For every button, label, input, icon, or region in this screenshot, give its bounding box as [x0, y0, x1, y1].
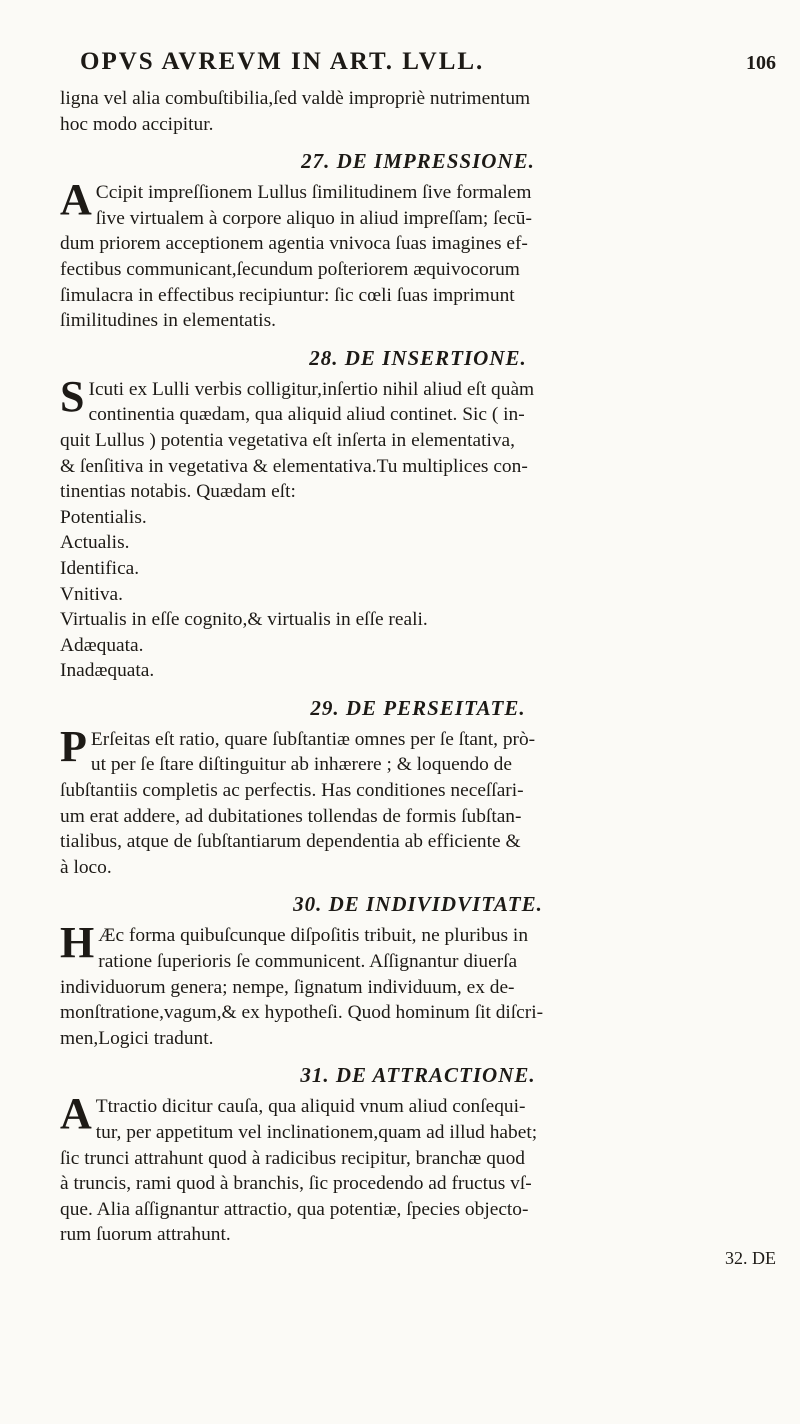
section-heading: 30. DE INDIVIDVITATE.: [293, 892, 543, 917]
text-line: men,Logici tradunt.: [60, 1027, 214, 1049]
running-head: [60, 48, 776, 76]
text-line: ratione ſuperioris ſe communicent. Aſſignantur diuerſa: [98, 951, 518, 973]
continentia-list: [60, 505, 776, 684]
text-line: continentia quædam, qua aliquid aliud continet. Sic ( in-: [88, 404, 525, 426]
catchword: 32. DE: [725, 1247, 776, 1268]
section-paragraph: [60, 175, 776, 334]
list-item: Actualis.: [60, 532, 130, 554]
section-heading: 28. DE INSERTIONE.: [309, 345, 527, 370]
text-line: à loco.: [60, 856, 112, 878]
section-heading: 27. DE IMPRESSIONE.: [301, 149, 535, 174]
text-line: tur, per appetitum vel inclinationem,quam ad illud habet;: [95, 1122, 538, 1143]
text-line: ſubſtantiis completis ac perfectis. Has conditiones neceſſari-: [60, 780, 524, 802]
section-paragraph: [60, 1089, 776, 1248]
text-line: um erat addere, ad dubitationes tollendas de formis ſubſtan-: [60, 805, 522, 827]
text-line: individuorum genera; nempe, ſignatum individuum, ex de-: [60, 976, 515, 998]
text-line: quit Lullus ) potentia vegetativa eſt inſerta in elementativa,: [60, 429, 515, 451]
list-item: Vnitiva.: [60, 583, 124, 605]
text-line: rum ſuorum attrahunt.: [60, 1224, 231, 1246]
initial-letter: A: [60, 175, 92, 225]
text-line: fectibus communicant,ſecundum poſteriorem æquivocorum: [60, 258, 520, 280]
list-item: Potentialis.: [60, 506, 147, 528]
initial-letter: S: [60, 371, 85, 421]
text-line: à truncis, rami quod à branchis, ſic procedendo ad fructus vſ-: [60, 1173, 532, 1195]
text-line: Erſeitas eſt ratio, quare ſubſtantiæ omnes per ſe ſtant, prò-: [90, 728, 536, 750]
text-line: dum priorem acceptionem agentia vnivoca ſuas imagines ef-: [60, 233, 528, 255]
page-number: 106: [746, 52, 776, 74]
text-line: ligna vel alia combuſtibilia,ſed valdè impropriè nutrimentum: [60, 88, 531, 109]
initial-letter: H: [60, 918, 95, 968]
list-item: Inadæquata.: [60, 660, 155, 682]
intro-paragraph: [60, 86, 776, 137]
text-line: hoc modo accipitur.: [60, 113, 214, 135]
list-item: Adæquata.: [60, 634, 144, 656]
initial-letter: A: [60, 1089, 92, 1139]
text-line: ſimilitudines in elementatis.: [60, 310, 276, 332]
text-line: ut per ſe ſtare diſtinguitur ab inhærere ; & loquendo de: [90, 754, 512, 776]
text-line: ſic trunci attrahunt quod à radicibus recipitur, branchæ quod: [60, 1147, 525, 1169]
page: [60, 48, 776, 1269]
text-line: monſtratione,vagum,& ex hypotheſi. Quod hominum ſit diſcri-: [60, 1002, 544, 1024]
section-heading: 29. DE PERSEITATE.: [310, 695, 526, 720]
section-paragraph: [60, 371, 776, 505]
list-item: Virtualis in eſſe cognito,& virtualis in eſſe reali.: [60, 609, 428, 631]
text-line: Æc forma quibuſcunque diſpoſitis tribuit, ne pluribus in: [98, 925, 529, 947]
text-line: & ſenſitiva in vegetativa & elementativa.Tu multiplices con-: [60, 455, 528, 477]
text-line: tinentias notabis. Quædam eſt:: [60, 481, 296, 503]
list-item: Identifica.: [60, 557, 140, 579]
running-title: OPVS AVREVM IN ART. LVLL.: [80, 48, 485, 75]
section-paragraph: [60, 721, 776, 881]
text-line: tialibus, atque de ſubſtantiarum dependentia ab efficiente &: [60, 831, 521, 853]
text-line: Icuti ex Lulli verbis colligitur,inſertio nihil aliud eſt quàm: [88, 378, 535, 400]
text-line: ſimulacra in effectibus recipiuntur: ſic cœli ſuas imprimunt: [60, 284, 515, 306]
section-heading: 31. DE ATTRACTIONE.: [300, 1063, 536, 1088]
text-line: Ccipit impreſſionem Lullus ſimilitudinem ſive formalem: [95, 182, 532, 204]
text-line: que. Alia aſſignantur attractio, qua potentiæ, ſpecies objecto-: [60, 1198, 529, 1220]
text-line: ſive virtualem à corpore aliquo in aliud impreſſam; ſecū-: [95, 207, 532, 229]
text-line: Ttractio dicitur cauſa, qua aliquid vnum aliud conſequi-: [95, 1096, 526, 1118]
section-paragraph: [60, 918, 776, 1051]
initial-letter: P: [60, 721, 87, 771]
